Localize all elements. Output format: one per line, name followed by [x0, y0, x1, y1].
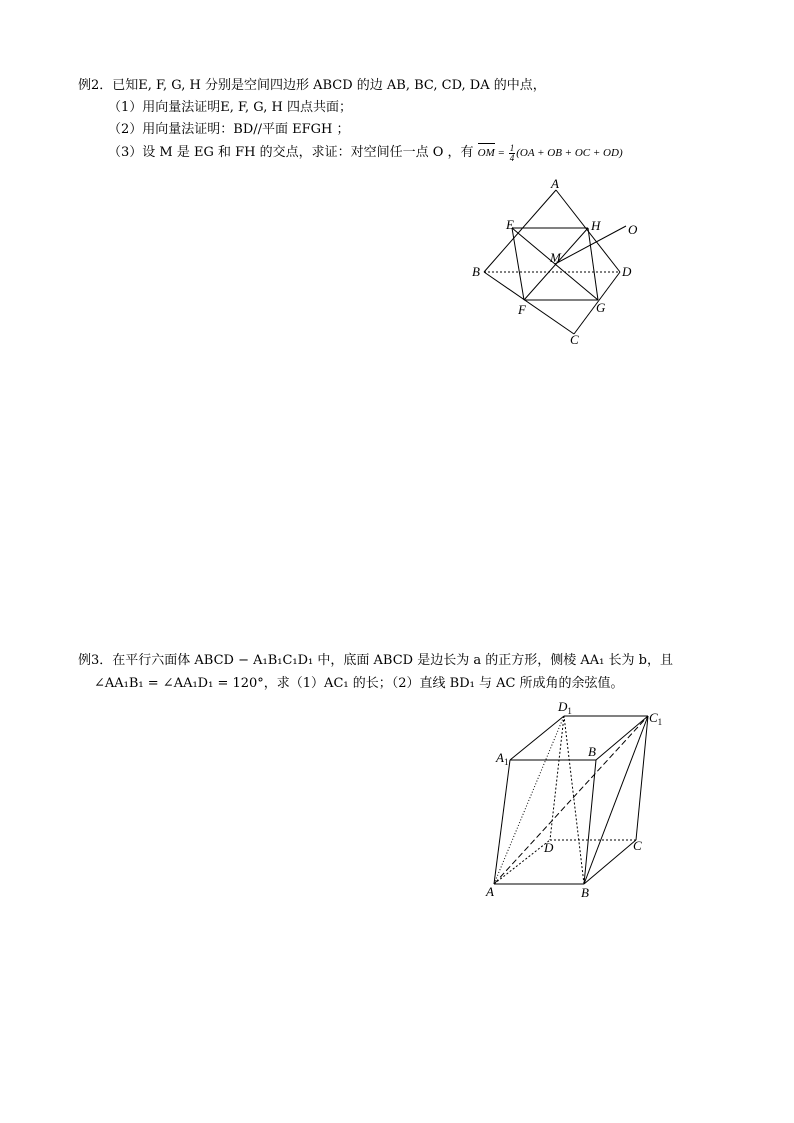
edge-bc [584, 840, 636, 884]
ex3-line1: 例3．在平行六面体 ABCD − A₁B₁C₁D₁ 中，底面 ABCD 是边长为 a 的正方形，侧棱 AA₁ 长为 b，且 [78, 653, 673, 668]
label-h: H [591, 218, 601, 233]
diag-ac1 [494, 716, 648, 884]
ex3-line2: ∠AA₁B₁ = ∠AA₁D₁ = 120°，求（1）AC₁ 的长；（2）直线 BD₁ 与 AC 所成角的余弦值。 [94, 676, 624, 691]
label-b: B [581, 885, 589, 900]
edge-ef [512, 228, 524, 300]
edge-c1c [636, 716, 648, 840]
edge-bc [484, 272, 574, 334]
label-a: A [486, 884, 494, 899]
edge-ad-hidden [494, 840, 550, 884]
label-a: A [551, 176, 559, 191]
label-d: D [544, 840, 554, 855]
ex2-line3: （2）用向量法证明：BD//平面 EFGH ； [108, 122, 350, 137]
formula-eq: = [497, 147, 505, 160]
ex3-figure [480, 694, 680, 906]
ex2-line4-prefix: （3）设 M 是 EG 和 FH 的交点，求证：对空间任一点 O ，有 [108, 145, 474, 161]
ex2-line2: （1）用向量法证明E, F, G, H 四点共面； [108, 100, 352, 115]
edge-hg [588, 228, 598, 300]
label-f: F [518, 302, 526, 317]
label-c: C [633, 838, 642, 853]
diag-bd1 [564, 716, 584, 884]
frac-den: 4 [509, 153, 515, 163]
diag-bc1 [584, 716, 648, 884]
edge-a1a [494, 760, 510, 884]
label-b1: B [588, 744, 596, 759]
formula-rhs: (OA + OB + OC + OD) [516, 147, 623, 160]
edge-b1b [584, 760, 596, 884]
label-e: E [506, 217, 514, 232]
edge-a1d1 [510, 716, 564, 760]
ex2-formula [477, 143, 623, 163]
label-g: G [596, 300, 606, 315]
label-d: D [622, 264, 632, 279]
label-m: M [550, 250, 561, 265]
vec-om: OM [477, 147, 495, 160]
label-b: B [472, 264, 480, 279]
ex2-line4 [108, 144, 623, 163]
edge-ab [484, 190, 556, 272]
label-c1: $C_1$ [649, 710, 663, 727]
edge-d1d-hidden [550, 716, 564, 840]
frac-num: 1 [509, 143, 515, 153]
formula-fraction [509, 144, 516, 163]
label-c: C [570, 332, 579, 347]
label-o: O [628, 222, 638, 237]
ex2-figure [460, 176, 660, 348]
label-a1: $A_1$ [496, 750, 509, 767]
ex2-line1: 例2．已知E, F, G, H 分别是空间四边形 ABCD 的边 AB, BC, CD, DA 的中点， [78, 78, 546, 93]
edge-b1c1 [596, 716, 648, 760]
label-d1: $D_1$ [558, 699, 572, 716]
